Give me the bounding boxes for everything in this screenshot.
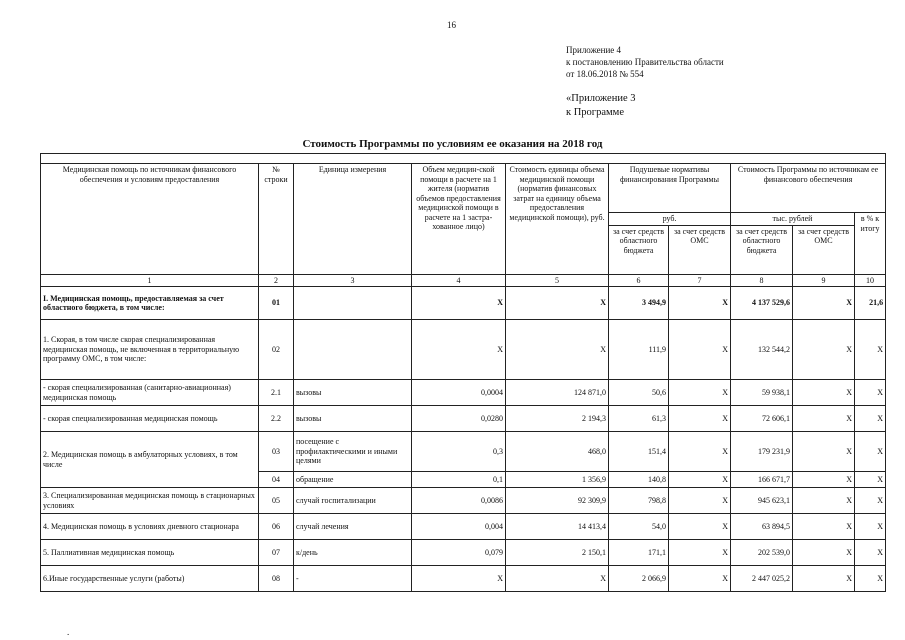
col-header-regional-budget-thousand: за счет средств областного бюджета [731,225,793,274]
row-number: 01 [259,287,294,320]
table-top-blank-row [41,154,886,164]
row-cost-oms: X [793,320,855,380]
appendix-program-line: «Приложение 3 [566,93,636,104]
row-per-capita-budget: 61,3 [609,406,669,432]
row-cost-budget: 166 671,7 [731,472,793,488]
row-name: 6.Иные государственные услуги (работы) [41,566,259,592]
row-percent: X [855,406,886,432]
row-percent: X [855,320,886,380]
row-unit: - [294,566,412,592]
column-number: 6 [609,274,669,287]
row-unit: случай госпитализации [294,488,412,514]
row-name: 4. Медицинская помощь в условиях дневного стационара [41,514,259,540]
row-name: 5. Паллиативная медицинская помощь [41,540,259,566]
row-cost-budget: 59 938,1 [731,380,793,406]
row-unit-cost: 2 194,3 [506,406,609,432]
col-header-oms-rub: за счет средств ОМС [669,225,731,274]
column-number: 7 [669,274,731,287]
row-unit-cost: X [506,287,609,320]
appendix-note [566,44,724,80]
row-per-capita-budget: 54,0 [609,514,669,540]
column-number: 10 [855,274,886,287]
row-name: I. Медицинская помощь, предоставляемая за счет областного бюджета, в том числе: [41,287,259,320]
row-volume: 0,0086 [412,488,506,514]
table-row [41,540,886,566]
row-percent: X [855,432,886,472]
row-percent: X [855,566,886,592]
row-per-capita-oms: X [669,514,731,540]
appendix-line: от 18.06.2018 № 554 [566,69,644,79]
column-number: 8 [731,274,793,287]
row-number: 07 [259,540,294,566]
row-per-capita-budget: 798,8 [609,488,669,514]
column-number: 4 [412,274,506,287]
column-number: 9 [793,274,855,287]
table-row [41,320,886,380]
col-header-thousand-rub: тыс. рублей [731,213,855,226]
col-header-rub: руб. [609,213,731,226]
row-unit-cost: X [506,566,609,592]
row-cost-oms: X [793,432,855,472]
row-per-capita-budget: 151,4 [609,432,669,472]
col-header-program-cost: Стоимость Программы по источникам ее финансового обеспечения [731,164,886,213]
row-volume: X [412,566,506,592]
row-cost-oms: X [793,488,855,514]
row-volume: 0,0280 [412,406,506,432]
row-per-capita-oms: X [669,432,731,472]
row-unit: обращение [294,472,412,488]
row-unit: вызовы [294,406,412,432]
table-row [41,488,886,514]
row-name: - скорая специализированная медицинская помощь [41,406,259,432]
column-number: 3 [294,274,412,287]
col-header-per-capita: Подушевые нормативы финансирования Программы [609,164,731,213]
col-header-unit: Единица измерения [294,164,412,275]
row-per-capita-oms: X [669,488,731,514]
row-per-capita-oms: X [669,380,731,406]
row-unit: посещение с профилактическими и иными целями [294,432,412,472]
page-number: 16 [447,20,456,30]
row-cost-budget: 132 544,2 [731,320,793,380]
row-unit-cost: X [506,320,609,380]
column-number: 1 [41,274,259,287]
row-per-capita-budget: 50,6 [609,380,669,406]
row-per-capita-oms: X [669,472,731,488]
row-percent: X [855,540,886,566]
row-number: 08 [259,566,294,592]
row-name: - скорая специализированная (санитарно-авиационная) медицинская помощь [41,380,259,406]
appendix-program-line: к Программе [566,107,624,118]
row-unit [294,287,412,320]
column-number-row [41,274,886,287]
appendix-program-note [566,92,635,120]
row-number: 2.1 [259,380,294,406]
row-cost-budget: 179 231,9 [731,432,793,472]
table-row [41,287,886,320]
row-volume: X [412,320,506,380]
row-per-capita-oms: X [669,406,731,432]
row-per-capita-oms: X [669,540,731,566]
row-cost-oms: X [793,566,855,592]
row-per-capita-oms: X [669,287,731,320]
row-per-capita-budget: 2 066,9 [609,566,669,592]
col-header-row-number: № строки [259,164,294,275]
row-percent: X [855,514,886,540]
row-volume: 0,3 [412,432,506,472]
row-volume: 0,079 [412,540,506,566]
footer-mark: . [67,627,70,637]
row-cost-budget: 63 894,5 [731,514,793,540]
appendix-line: к постановлению Правительства области [566,57,724,67]
column-number: 5 [506,274,609,287]
col-header-volume: Объем медицин-ской помощи в расчете на 1 жителя (норматив объемов предоставления медицинской помощи в расчете на 1 застра-хованное лицо) [412,164,506,275]
row-cost-budget: 4 137 529,6 [731,287,793,320]
row-name: 2. Медицинская помощь в амбулаторных условиях, в том числе [41,432,259,488]
row-percent: 21,6 [855,287,886,320]
table-row [41,566,886,592]
column-number: 2 [259,274,294,287]
row-per-capita-budget: 171,1 [609,540,669,566]
row-number: 05 [259,488,294,514]
row-unit [294,320,412,380]
row-cost-budget: 72 606,1 [731,406,793,432]
row-number: 06 [259,514,294,540]
row-name: 1. Скорая, в том числе скорая специализированная медицинская помощь, не включенная в территориальную программу ОМС, в том числе: [41,320,259,380]
row-number: 04 [259,472,294,488]
row-per-capita-budget: 140,8 [609,472,669,488]
table-row [41,432,886,472]
row-unit-cost: 124 871,0 [506,380,609,406]
row-per-capita-budget: 3 494,9 [609,287,669,320]
row-unit-cost: 14 413,4 [506,514,609,540]
row-cost-oms: X [793,540,855,566]
row-volume: X [412,287,506,320]
row-unit: случай лечения [294,514,412,540]
row-percent: X [855,488,886,514]
row-number: 02 [259,320,294,380]
table-row [41,514,886,540]
col-header-service: Медицинская помощь по источникам финансового обеспечения и условиям предоставления [41,164,259,275]
header-row-1 [41,164,886,213]
row-percent: X [855,472,886,488]
row-number: 2.2 [259,406,294,432]
col-header-oms-thousand: за счет средств ОМС [793,225,855,274]
row-cost-oms: X [793,287,855,320]
table-row [41,380,886,406]
row-volume: 0,004 [412,514,506,540]
col-header-percent: в % к итогу [855,213,886,275]
row-cost-oms: X [793,514,855,540]
table-row [41,406,886,432]
row-unit-cost: 468,0 [506,432,609,472]
row-per-capita-oms: X [669,320,731,380]
row-number: 03 [259,432,294,472]
row-percent: X [855,380,886,406]
row-unit: вызовы [294,380,412,406]
row-name: 3. Специализированная медицинская помощь в стационарных условиях [41,488,259,514]
row-cost-budget: 2 447 025,2 [731,566,793,592]
row-unit-cost: 92 309,9 [506,488,609,514]
row-volume: 0,1 [412,472,506,488]
row-unit-cost: 2 150,1 [506,540,609,566]
row-unit: к/день [294,540,412,566]
document-title: Стоимость Программы по условиям ее оказания на 2018 год [302,138,603,150]
row-unit-cost: 1 356,9 [506,472,609,488]
row-cost-budget: 945 623,1 [731,488,793,514]
row-per-capita-budget: 111,9 [609,320,669,380]
row-per-capita-oms: X [669,566,731,592]
col-header-regional-budget-rub: за счет средств областного бюджета [609,225,669,274]
appendix-line: Приложение 4 [566,45,622,55]
col-header-unit-cost: Стоимость единицы объема медицинской помощи (норматив финансовых затрат на единицу объема предоставления медицинской помощи), руб. [506,164,609,275]
program-cost-table [40,153,886,592]
row-cost-oms: X [793,472,855,488]
row-cost-oms: X [793,380,855,406]
row-cost-budget: 202 539,0 [731,540,793,566]
row-cost-oms: X [793,406,855,432]
row-volume: 0,0004 [412,380,506,406]
